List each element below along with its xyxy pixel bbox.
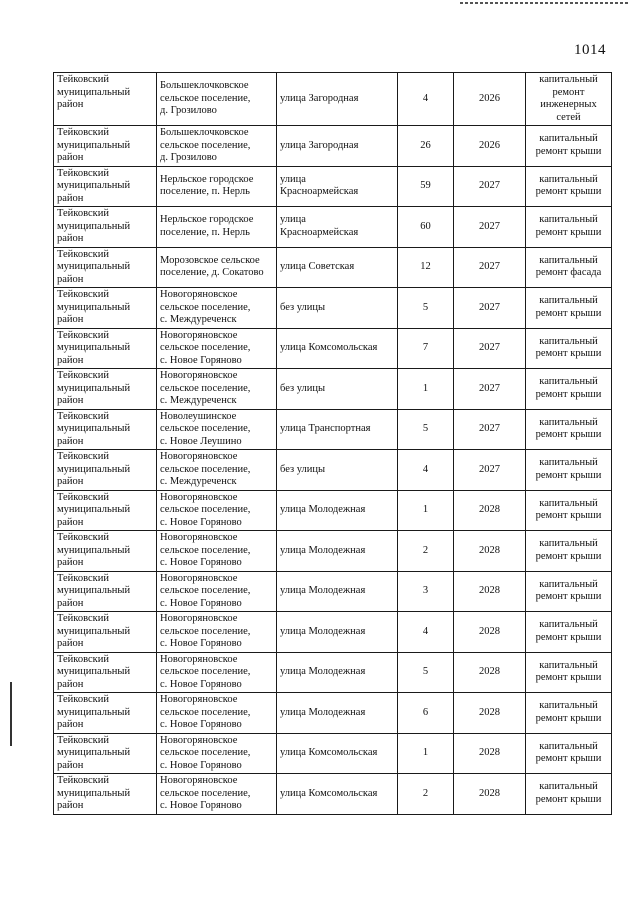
street-cell xyxy=(277,369,398,410)
street-text: без улицы xyxy=(280,301,326,313)
street-cell xyxy=(277,409,398,450)
street-cell xyxy=(277,247,398,288)
work-type-text: капитальный ремонт крыши xyxy=(535,133,602,157)
work-type-text: капитальный ремонт крыши xyxy=(535,578,602,603)
settlement-cell xyxy=(157,531,277,572)
street-cell xyxy=(277,288,398,329)
table-row xyxy=(54,733,612,774)
street-cell xyxy=(277,490,398,531)
settlement-cell xyxy=(157,288,277,329)
district-text: Тейковский муниципальный район xyxy=(57,491,131,528)
street-cell xyxy=(277,693,398,734)
table-row xyxy=(54,409,612,450)
district-text: Тейковский муниципальный район xyxy=(57,208,131,244)
house-number-cell: 4 xyxy=(398,450,454,491)
work-type-cell xyxy=(526,126,612,167)
work-type-text: капитальный ремонт инженерных сетей xyxy=(539,74,598,123)
scan-artifact-top xyxy=(460,2,630,4)
street-text: улица Комсомольская xyxy=(280,787,378,799)
repair-year-cell: 2028 xyxy=(454,733,526,774)
table-row xyxy=(54,450,612,491)
work-type-text: капитальный ремонт крыши xyxy=(535,538,602,562)
settlement-text: Большеклочковское сельское поселение, д. Грозилово xyxy=(160,80,251,117)
repair-year-cell: 2027 xyxy=(454,207,526,248)
district-cell xyxy=(54,733,157,774)
district-text: Тейковский муниципальный район xyxy=(57,410,131,447)
settlement-cell xyxy=(157,612,277,653)
work-type-text: капитальный ремонт крыши xyxy=(535,376,602,400)
registry-table xyxy=(53,72,612,815)
work-type-cell xyxy=(526,166,612,207)
work-type-cell xyxy=(526,409,612,450)
house-number-cell: 1 xyxy=(398,733,454,774)
work-type-cell xyxy=(526,247,612,288)
repair-year-cell: 2027 xyxy=(454,409,526,450)
street-cell xyxy=(277,126,398,167)
work-type-text: капитальный ремонт крыши xyxy=(535,619,602,643)
settlement-cell xyxy=(157,652,277,693)
work-type-cell xyxy=(526,733,612,774)
district-text: Тейковский муниципальный район xyxy=(57,329,131,366)
settlement-cell xyxy=(157,73,277,126)
district-text: Тейковский муниципальный район xyxy=(57,289,131,325)
settlement-text: Новогоряновское сельское поселение, с. Новое Горяново xyxy=(160,734,251,771)
district-cell xyxy=(54,652,157,693)
work-type-text: капитальный ремонт крыши xyxy=(535,335,602,360)
work-type-cell xyxy=(526,531,612,572)
settlement-cell xyxy=(157,733,277,774)
street-cell xyxy=(277,207,398,248)
work-type-text: капитальный ремонт фасада xyxy=(535,254,602,279)
table-row xyxy=(54,166,612,207)
table-row xyxy=(54,207,612,248)
district-text: Тейковский муниципальный район xyxy=(57,694,131,730)
district-text: Тейковский муниципальный район xyxy=(57,370,131,406)
work-type-cell xyxy=(526,490,612,531)
work-type-cell xyxy=(526,693,612,734)
house-number-cell: 60 xyxy=(398,207,454,248)
street-cell xyxy=(277,652,398,693)
table-row xyxy=(54,490,612,531)
settlement-text: Морозовское сельское поселение, д. Сокатово xyxy=(160,254,264,279)
house-number-cell: 4 xyxy=(398,73,454,126)
street-cell xyxy=(277,571,398,612)
work-type-cell xyxy=(526,774,612,815)
house-number-cell: 7 xyxy=(398,328,454,369)
repair-year-cell: 2028 xyxy=(454,571,526,612)
district-text: Тейковский муниципальный район xyxy=(57,613,131,649)
table-row xyxy=(54,126,612,167)
district-cell xyxy=(54,490,157,531)
settlement-text: Новогоряновское сельское поселение, с. Междуреченск xyxy=(160,451,251,487)
district-cell xyxy=(54,612,157,653)
district-cell xyxy=(54,531,157,572)
district-cell xyxy=(54,693,157,734)
house-number-cell: 5 xyxy=(398,652,454,693)
settlement-text: Новогоряновское сельское поселение, с. Новое Горяново xyxy=(160,491,251,528)
settlement-cell xyxy=(157,693,277,734)
street-text: улица Молодежная xyxy=(280,504,366,515)
work-type-cell xyxy=(526,450,612,491)
district-text: Тейковский муниципальный район xyxy=(57,74,131,110)
table-row xyxy=(54,247,612,288)
table-row xyxy=(54,774,612,815)
work-type-cell xyxy=(526,369,612,410)
district-text: Тейковский муниципальный район xyxy=(57,451,131,487)
registry-table-body xyxy=(54,73,612,815)
settlement-cell xyxy=(157,409,277,450)
work-type-text: капитальный ремонт крыши xyxy=(535,700,602,724)
district-cell xyxy=(54,450,157,491)
settlement-cell xyxy=(157,571,277,612)
street-cell xyxy=(277,612,398,653)
work-type-text: капитальный ремонт крыши xyxy=(535,416,602,441)
house-number-cell: 5 xyxy=(398,288,454,329)
settlement-text: Новогоряновское сельское поселение, с. Новое Горяново xyxy=(160,329,251,366)
repair-year-cell: 2027 xyxy=(454,166,526,207)
district-cell xyxy=(54,774,157,815)
district-cell xyxy=(54,328,157,369)
street-text: улица Молодежная xyxy=(280,666,366,677)
repair-year-cell: 2026 xyxy=(454,126,526,167)
district-text: Тейковский муниципальный район xyxy=(57,532,131,568)
district-cell xyxy=(54,369,157,410)
house-number-cell: 26 xyxy=(398,126,454,167)
district-cell xyxy=(54,207,157,248)
district-text: Тейковский муниципальный район xyxy=(57,248,131,285)
work-type-cell xyxy=(526,652,612,693)
settlement-text: Новогоряновское сельское поселение, с. Новое Горяново xyxy=(160,653,251,690)
house-number-cell: 3 xyxy=(398,571,454,612)
street-text: улица Молодежная xyxy=(280,706,366,718)
repair-year-cell: 2027 xyxy=(454,288,526,329)
work-type-text: капитальный ремонт крыши xyxy=(535,457,602,481)
street-text: улица Загородная xyxy=(280,92,359,104)
table-row xyxy=(54,369,612,410)
repair-year-cell: 2027 xyxy=(454,450,526,491)
repair-year-cell: 2027 xyxy=(454,247,526,288)
settlement-text: Новогоряновское сельское поселение, с. Междуреченск xyxy=(160,289,251,325)
settlement-text: Новогоряновское сельское поселение, с. Междуреченск xyxy=(160,370,251,406)
repair-year-cell: 2028 xyxy=(454,652,526,693)
work-type-text: капитальный ремонт крыши xyxy=(535,781,602,805)
street-text: улица Красноармейская xyxy=(280,173,359,198)
work-type-text: капитальный ремонт крыши xyxy=(535,295,602,319)
street-text: улица Загородная xyxy=(280,139,359,151)
house-number-cell: 12 xyxy=(398,247,454,288)
street-cell xyxy=(277,531,398,572)
street-cell xyxy=(277,328,398,369)
scan-artifact-left xyxy=(10,682,12,746)
street-text: улица Комсомольская xyxy=(280,342,378,353)
street-cell xyxy=(277,733,398,774)
work-type-cell xyxy=(526,73,612,126)
street-text: без улицы xyxy=(280,463,326,475)
house-number-cell: 2 xyxy=(398,531,454,572)
settlement-cell xyxy=(157,490,277,531)
repair-year-cell: 2028 xyxy=(454,693,526,734)
house-number-cell: 59 xyxy=(398,166,454,207)
street-text: без улицы xyxy=(280,382,326,394)
page-number: 1014 xyxy=(574,42,606,58)
settlement-cell xyxy=(157,369,277,410)
table-row xyxy=(54,328,612,369)
settlement-cell xyxy=(157,207,277,248)
work-type-text: капитальный ремонт крыши xyxy=(535,497,602,522)
house-number-cell: 6 xyxy=(398,693,454,734)
work-type-cell xyxy=(526,288,612,329)
settlement-text: Новогоряновское сельское поселение, с. Новое Горяново xyxy=(160,775,251,811)
street-text: улица Красноармейская xyxy=(280,214,359,238)
table-row xyxy=(54,288,612,329)
district-text: Тейковский муниципальный район xyxy=(57,167,131,204)
table-row xyxy=(54,652,612,693)
repair-year-cell: 2026 xyxy=(454,73,526,126)
district-text: Тейковский муниципальный район xyxy=(57,127,131,163)
settlement-text: Новогоряновское сельское поселение, с. Новое Горяново xyxy=(160,572,251,609)
work-type-text: капитальный ремонт крыши xyxy=(535,659,602,684)
settlement-text: Большеклочковское сельское поселение, д. Грозилово xyxy=(160,127,251,163)
street-text: улица Комсомольская xyxy=(280,747,378,758)
street-text: улица Молодежная xyxy=(280,585,366,596)
district-cell xyxy=(54,409,157,450)
settlement-text: Нерльское городское поселение, п. Нерль xyxy=(160,173,254,198)
repair-year-cell: 2028 xyxy=(454,612,526,653)
settlement-text: Новогоряновское сельское поселение, с. Новое Горяново xyxy=(160,694,251,730)
work-type-text: капитальный ремонт крыши xyxy=(535,214,602,238)
work-type-cell xyxy=(526,328,612,369)
repair-year-cell: 2027 xyxy=(454,369,526,410)
district-text: Тейковский муниципальный район xyxy=(57,653,131,690)
district-cell xyxy=(54,73,157,126)
street-cell xyxy=(277,73,398,126)
settlement-cell xyxy=(157,450,277,491)
district-cell xyxy=(54,166,157,207)
work-type-cell xyxy=(526,571,612,612)
street-text: улица Молодежная xyxy=(280,544,366,556)
settlement-cell xyxy=(157,166,277,207)
work-type-text: капитальный ремонт крыши xyxy=(535,173,602,198)
house-number-cell: 2 xyxy=(398,774,454,815)
house-number-cell: 1 xyxy=(398,490,454,531)
repair-year-cell: 2027 xyxy=(454,328,526,369)
work-type-cell xyxy=(526,207,612,248)
street-text: улица Молодежная xyxy=(280,625,366,637)
district-text: Тейковский муниципальный район xyxy=(57,734,131,771)
settlement-cell xyxy=(157,328,277,369)
table-row xyxy=(54,693,612,734)
table-row xyxy=(54,531,612,572)
work-type-text: капитальный ремонт крыши xyxy=(535,740,602,765)
table-row xyxy=(54,612,612,653)
district-text: Тейковский муниципальный район xyxy=(57,572,131,609)
street-cell xyxy=(277,166,398,207)
district-cell xyxy=(54,571,157,612)
house-number-cell: 4 xyxy=(398,612,454,653)
district-cell xyxy=(54,247,157,288)
settlement-cell xyxy=(157,247,277,288)
street-text: улица Советская xyxy=(280,261,355,272)
street-cell xyxy=(277,774,398,815)
house-number-cell: 5 xyxy=(398,409,454,450)
house-number-cell: 1 xyxy=(398,369,454,410)
repair-year-cell: 2028 xyxy=(454,490,526,531)
repair-year-cell: 2028 xyxy=(454,774,526,815)
work-type-cell xyxy=(526,612,612,653)
repair-year-cell: 2028 xyxy=(454,531,526,572)
settlement-cell xyxy=(157,774,277,815)
district-cell xyxy=(54,288,157,329)
district-cell xyxy=(54,126,157,167)
settlement-text: Нерльское городское поселение, п. Нерль xyxy=(160,214,254,238)
settlement-cell xyxy=(157,126,277,167)
settlement-text: Новолеушинское сельское поселение, с. Новое Леушино xyxy=(160,410,251,447)
district-text: Тейковский муниципальный район xyxy=(57,775,131,811)
settlement-text: Новогоряновское сельское поселение, с. Новое Горяново xyxy=(160,613,251,649)
street-cell xyxy=(277,450,398,491)
settlement-text: Новогоряновское сельское поселение, с. Новое Горяново xyxy=(160,532,251,568)
table-row xyxy=(54,73,612,126)
street-text: улица Транспортная xyxy=(280,423,371,434)
table-row xyxy=(54,571,612,612)
